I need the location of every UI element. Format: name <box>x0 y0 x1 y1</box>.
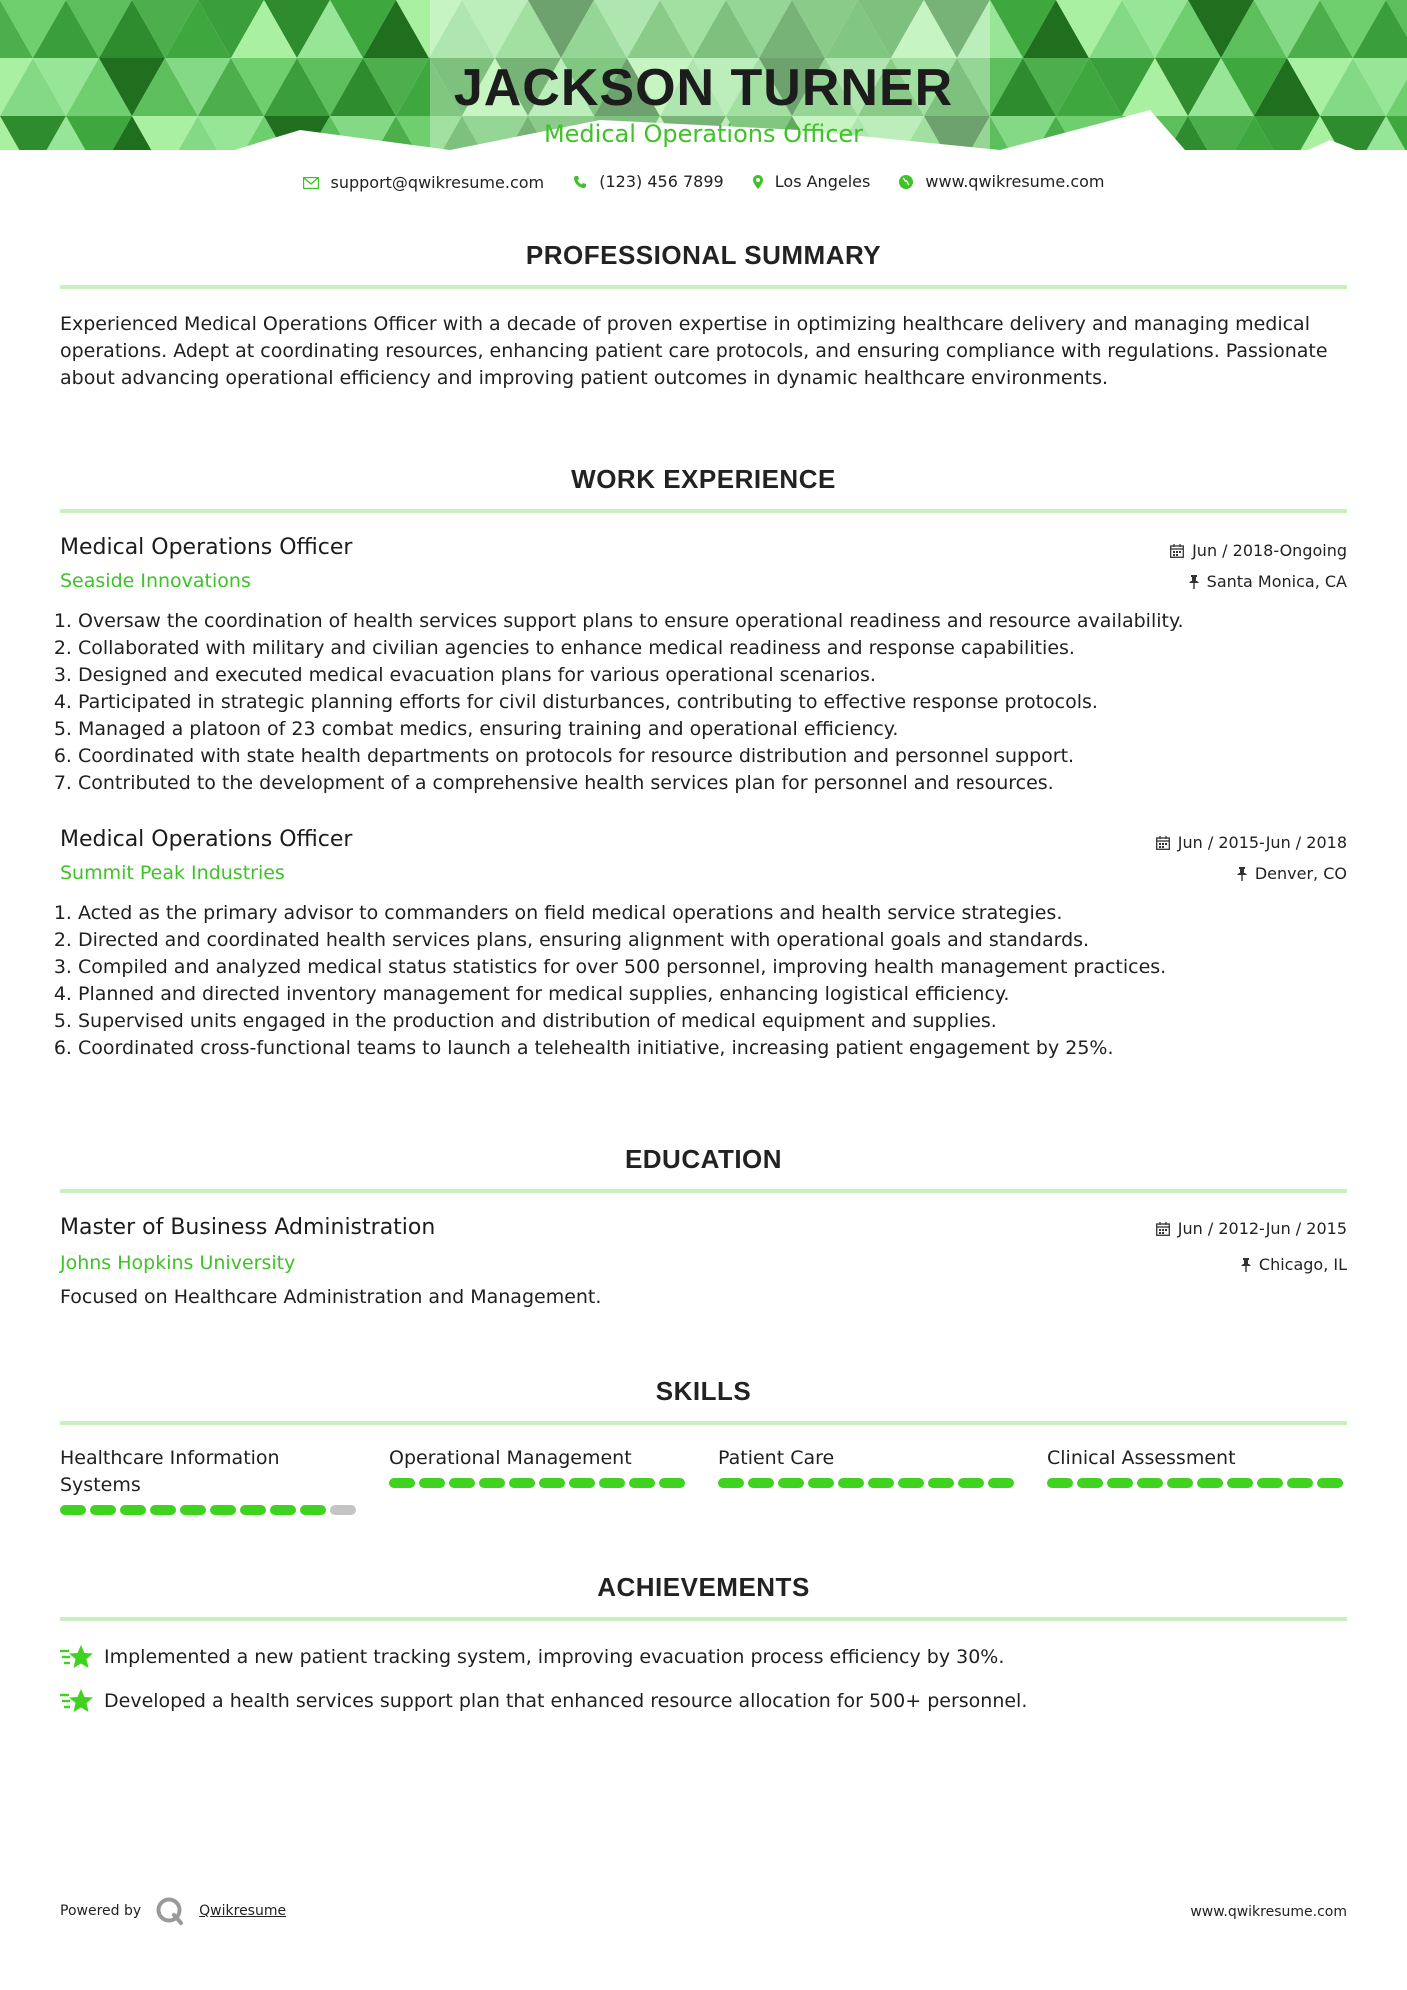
skill-segment-filled <box>748 1478 774 1488</box>
job-location: Denver, CO <box>1237 864 1347 883</box>
skill-segment-filled <box>1107 1478 1133 1488</box>
contact-email[interactable]: support@qwikresume.com <box>303 173 545 192</box>
skill-segment-filled <box>60 1505 86 1515</box>
skill-segment-filled <box>479 1478 505 1488</box>
skill-segment-filled <box>868 1478 894 1488</box>
skill-name: Operational Management <box>389 1447 632 1469</box>
skill-meter <box>1047 1478 1347 1488</box>
map-pin-icon <box>753 175 763 189</box>
skill-segment-empty <box>330 1505 356 1515</box>
achievements-list <box>60 1643 1347 1715</box>
list-item: Implemented a new patient tracking system, improving evacuation process efficiency by 30%. <box>60 1643 1347 1671</box>
skill-segment-filled <box>838 1478 864 1488</box>
skill-name: Healthcare Information Systems <box>60 1447 280 1496</box>
job-title: Medical Operations Officer <box>60 827 353 852</box>
pushpin-icon <box>1237 867 1247 881</box>
job-dates: Jun / 2015-Jun / 2018 <box>1156 833 1347 852</box>
list-item: Developed a health services support plan that enhanced resource allocation for 500+ personnel. <box>60 1687 1347 1715</box>
summary-text: Experienced Medical Operations Officer with a decade of proven expertise in optimizing healthcare delivery and managing medical operations. Adept at coordinating resources, enhancing patient care protocols, and ensuring compliance with regulations. Passionate about advancing operational efficiency and improving patient outcomes in dynamic healthcare environments. <box>60 313 1328 389</box>
candidate-role: Medical Operations Officer <box>543 120 864 148</box>
calendar-icon <box>1156 836 1170 850</box>
section-divider <box>60 285 1347 289</box>
skill-segment-filled <box>958 1478 984 1488</box>
skill-segment-filled <box>300 1505 326 1515</box>
skill-segment-filled <box>210 1505 236 1515</box>
section-divider <box>60 509 1347 513</box>
job-dates: Jun / 2018-Ongoing <box>1170 541 1347 560</box>
list-item: 2. Directed and coordinated health services plans, ensuring alignment with operational goals and standards. <box>78 927 1347 954</box>
skill-segment-filled <box>150 1505 176 1515</box>
education-dates: Jun / 2012-Jun / 2015 <box>1156 1219 1347 1238</box>
list-item: 6. Coordinated cross-functional teams to launch a telehealth initiative, increasing patient engagement by 25%. <box>78 1035 1347 1062</box>
skill-item <box>1047 1445 1347 1515</box>
contact-location: Los Angeles <box>753 172 871 191</box>
skills-section <box>60 1376 1347 1515</box>
degree-title: Master of Business Administration <box>60 1215 436 1240</box>
list-item: 5. Supervised units engaged in the production and distribution of medical equipment and supplies. <box>78 1008 1347 1035</box>
envelope-icon <box>303 177 319 189</box>
skill-segment-filled <box>419 1478 445 1488</box>
skill-segment-filled <box>389 1478 415 1488</box>
job-title: Medical Operations Officer <box>60 535 353 560</box>
skill-meter <box>389 1478 689 1488</box>
skill-segment-filled <box>120 1505 146 1515</box>
school-name: Johns Hopkins University <box>60 1252 296 1274</box>
skill-segment-filled <box>1047 1478 1073 1488</box>
skill-name: Patient Care <box>718 1447 835 1469</box>
list-item: 5. Managed a platoon of 23 combat medics, ensuring training and operational efficiency. <box>78 716 1347 743</box>
job-location: Santa Monica, CA <box>1189 572 1347 591</box>
education-entry <box>60 1215 1347 1308</box>
globe-icon <box>899 175 913 189</box>
job-entry <box>60 827 1347 1062</box>
skill-segment-filled <box>180 1505 206 1515</box>
skill-segment-filled <box>928 1478 954 1488</box>
skill-segment-filled <box>718 1478 744 1488</box>
pushpin-icon <box>1241 1258 1251 1272</box>
skill-segment-filled <box>90 1505 116 1515</box>
section-title: ACHIEVEMENTS <box>597 1572 810 1602</box>
list-item: 3. Compiled and analyzed medical status statistics for over 500 personnel, improving health management practices. <box>78 954 1347 981</box>
skill-segment-filled <box>808 1478 834 1488</box>
calendar-icon <box>1156 1222 1170 1236</box>
job-entry <box>60 535 1347 797</box>
contact-phone[interactable]: (123) 456 7899 <box>573 172 723 191</box>
footer-website[interactable]: www.qwikresume.com <box>1190 1904 1347 1920</box>
skill-segment-filled <box>778 1478 804 1488</box>
skill-segment-filled <box>1077 1478 1103 1488</box>
experience-section <box>60 464 1347 1062</box>
company-name: Seaside Innovations <box>60 570 251 592</box>
company-name: Summit Peak Industries <box>60 862 285 884</box>
star-icon <box>60 1687 94 1715</box>
skill-segment-filled <box>898 1478 924 1488</box>
star-icon <box>60 1643 94 1671</box>
list-item: 1. Acted as the primary advisor to commanders on field medical operations and health service strategies. <box>78 900 1347 927</box>
list-item: 1. Oversaw the coordination of health services support plans to ensure operational readiness and resource availability. <box>78 608 1347 635</box>
skill-segment-filled <box>1287 1478 1313 1488</box>
skill-segment-filled <box>659 1478 685 1488</box>
skill-segment-filled <box>1167 1478 1193 1488</box>
list-item: 4. Planned and directed inventory management for medical supplies, enhancing logistical efficiency. <box>78 981 1347 1008</box>
list-item: 2. Collaborated with military and civilian agencies to enhance medical readiness and response capabilities. <box>78 635 1347 662</box>
phone-icon <box>573 175 587 189</box>
qwikresume-link[interactable]: Qwikresume <box>199 1903 287 1919</box>
skill-segment-filled <box>988 1478 1014 1488</box>
list-item: 4. Participated in strategic planning efforts for civil disturbances, contributing to effective response protocols. <box>78 689 1347 716</box>
skill-segment-filled <box>569 1478 595 1488</box>
skill-segment-filled <box>1227 1478 1253 1488</box>
list-item: 3. Designed and executed medical evacuation plans for various operational scenarios. <box>78 662 1347 689</box>
skill-item <box>389 1445 689 1515</box>
section-title: SKILLS <box>655 1376 752 1406</box>
list-item: 7. Contributed to the development of a comprehensive health services plan for personnel and resources. <box>78 770 1347 797</box>
skill-segment-filled <box>240 1505 266 1515</box>
section-title: EDUCATION <box>624 1144 783 1174</box>
section-title: PROFESSIONAL SUMMARY <box>525 240 882 270</box>
section-divider <box>60 1189 1347 1193</box>
skill-segment-filled <box>449 1478 475 1488</box>
section-divider <box>60 1617 1347 1621</box>
section-title: WORK EXPERIENCE <box>571 464 836 494</box>
education-note: Focused on Healthcare Administration and Management. <box>60 1286 602 1308</box>
section-divider <box>60 1421 1347 1425</box>
summary-section <box>60 240 1347 392</box>
calendar-icon <box>1170 544 1184 558</box>
contact-website[interactable]: www.qwikresume.com <box>899 172 1104 191</box>
skill-meter <box>60 1505 360 1515</box>
candidate-name: JACKSON TURNER <box>453 59 954 117</box>
skill-segment-filled <box>599 1478 625 1488</box>
skill-item <box>60 1445 360 1515</box>
skill-item <box>718 1445 1018 1515</box>
skill-segment-filled <box>1317 1478 1343 1488</box>
powered-by: Powered by Qwikresume <box>60 1896 286 1926</box>
list-item: 6. Coordinated with state health departments on protocols for resource distribution and personnel support. <box>78 743 1347 770</box>
duties-list <box>60 900 1347 1062</box>
skills-row <box>60 1445 1347 1515</box>
skill-segment-filled <box>1197 1478 1223 1488</box>
skill-segment-filled <box>539 1478 565 1488</box>
skill-segment-filled <box>1257 1478 1283 1488</box>
skill-segment-filled <box>270 1505 296 1515</box>
skill-segment-filled <box>629 1478 655 1488</box>
education-location: Chicago, IL <box>1241 1255 1347 1274</box>
qwikresume-logo-icon <box>155 1896 185 1926</box>
pushpin-icon <box>1189 575 1199 589</box>
duties-list <box>60 608 1347 797</box>
skill-segment-filled <box>509 1478 535 1488</box>
skill-segment-filled <box>1137 1478 1163 1488</box>
skill-meter <box>718 1478 1018 1488</box>
education-section <box>60 1144 1347 1308</box>
achievements-section <box>60 1572 1347 1715</box>
contact-bar <box>0 172 1407 193</box>
skill-name: Clinical Assessment <box>1047 1447 1236 1469</box>
